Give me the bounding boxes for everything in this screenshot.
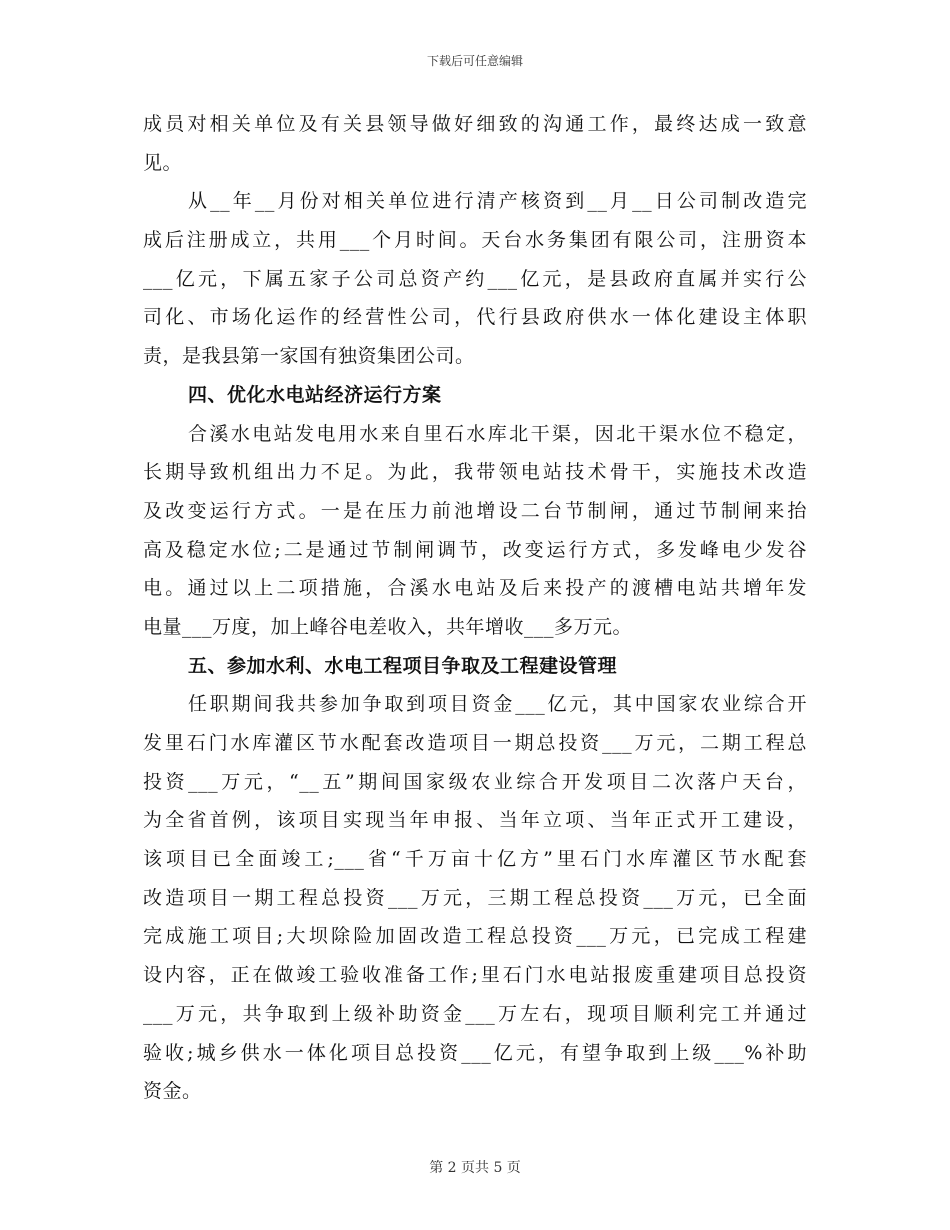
paragraph-line: 电量___万度，加上峰谷电差收入，共年增收___多万元。 [143,615,633,638]
paragraph-line: 投资___万元，“__五”期间国家级农业综合开发项目二次落户天台， [143,770,807,793]
section-heading: 四、优化水电站经济运行方案 [188,383,442,406]
paragraph-line: 完成施工项目;大坝除险加固改造工程总投资___万元，已完成工程建 [143,925,807,948]
paragraph-line: ___万元，共争取到上级补助资金___万左右，现项目顺利完工并通过 [143,1002,807,1025]
page-header: 下载后可任意编辑 [426,54,523,68]
paragraph-line: 高及稳定水位;二是通过节制闸调节，改变运行方式，多发峰电少发谷 [143,538,807,561]
paragraph-line: 从__年__月份对相关单位进行清产核资到__月__日公司制改造完 [188,190,807,213]
paragraph-line: 该项目已全面竣工;___省“千万亩十亿方”里石门水库灌区节水配套 [143,848,807,871]
paragraph-line: 司化、市场化运作的经营性公司，代行县政府供水一体化建设主体职 [143,306,807,329]
paragraph-line: 电。通过以上二项措施，合溪水电站及后来投产的渡槽电站共增年发 [143,577,807,600]
paragraph-line: 改造项目一期工程总投资___万元，三期工程总投资___万元，已全面 [143,886,807,909]
section-heading: 五、参加水利、水电工程项目争取及工程建设管理 [188,654,618,677]
paragraph-line: 及改变运行方式。一是在压力前池增设二台节制闸，通过节制闸来抬 [143,499,807,522]
paragraph-line: 验收;城乡供水一体化项目总投资___亿元，有望争取到上级___%补助 [143,1041,807,1064]
paragraph-line: 长期导致机组出力不足。为此，我带领电站技术骨干，实施技术改造 [143,461,807,484]
paragraph-line: 合溪水电站发电用水来自里石水库北干渠，因北干渠水位不稳定， [188,422,807,445]
paragraph-line: 为全省首例，该项目实现当年申报、当年立项、当年正式开工建设， [143,809,807,832]
paragraph-line: 成员对相关单位及有关县领导做好细致的沟通工作，最终达成一致意 [143,113,807,135]
paragraph-line: 见。 [143,151,183,174]
paragraph-line: 设内容，正在做竣工验收准备工作;里石门水电站报废重建项目总投资 [143,964,807,987]
document-body [143,105,807,1111]
paragraph-line: 任职期间我共参加争取到项目资金___亿元，其中国家农业综合开 [188,693,807,716]
paragraph-line: 资金。 [143,1080,202,1103]
paragraph-line: 责，是我县第一家国有独资集团公司。 [143,345,475,368]
paragraph-line: 发里石门水库灌区节水配套改造项目一期总投资___万元，二期工程总 [143,732,807,754]
paragraph-line: ___亿元，下属五家子公司总资产约___亿元，是县政府直属并实行公 [143,267,807,290]
page-footer: 第 2 页共 5 页 [429,1160,521,1176]
paragraph-line: 成后注册成立，共用___个月时间。天台水务集团有限公司，注册资本 [143,229,807,252]
